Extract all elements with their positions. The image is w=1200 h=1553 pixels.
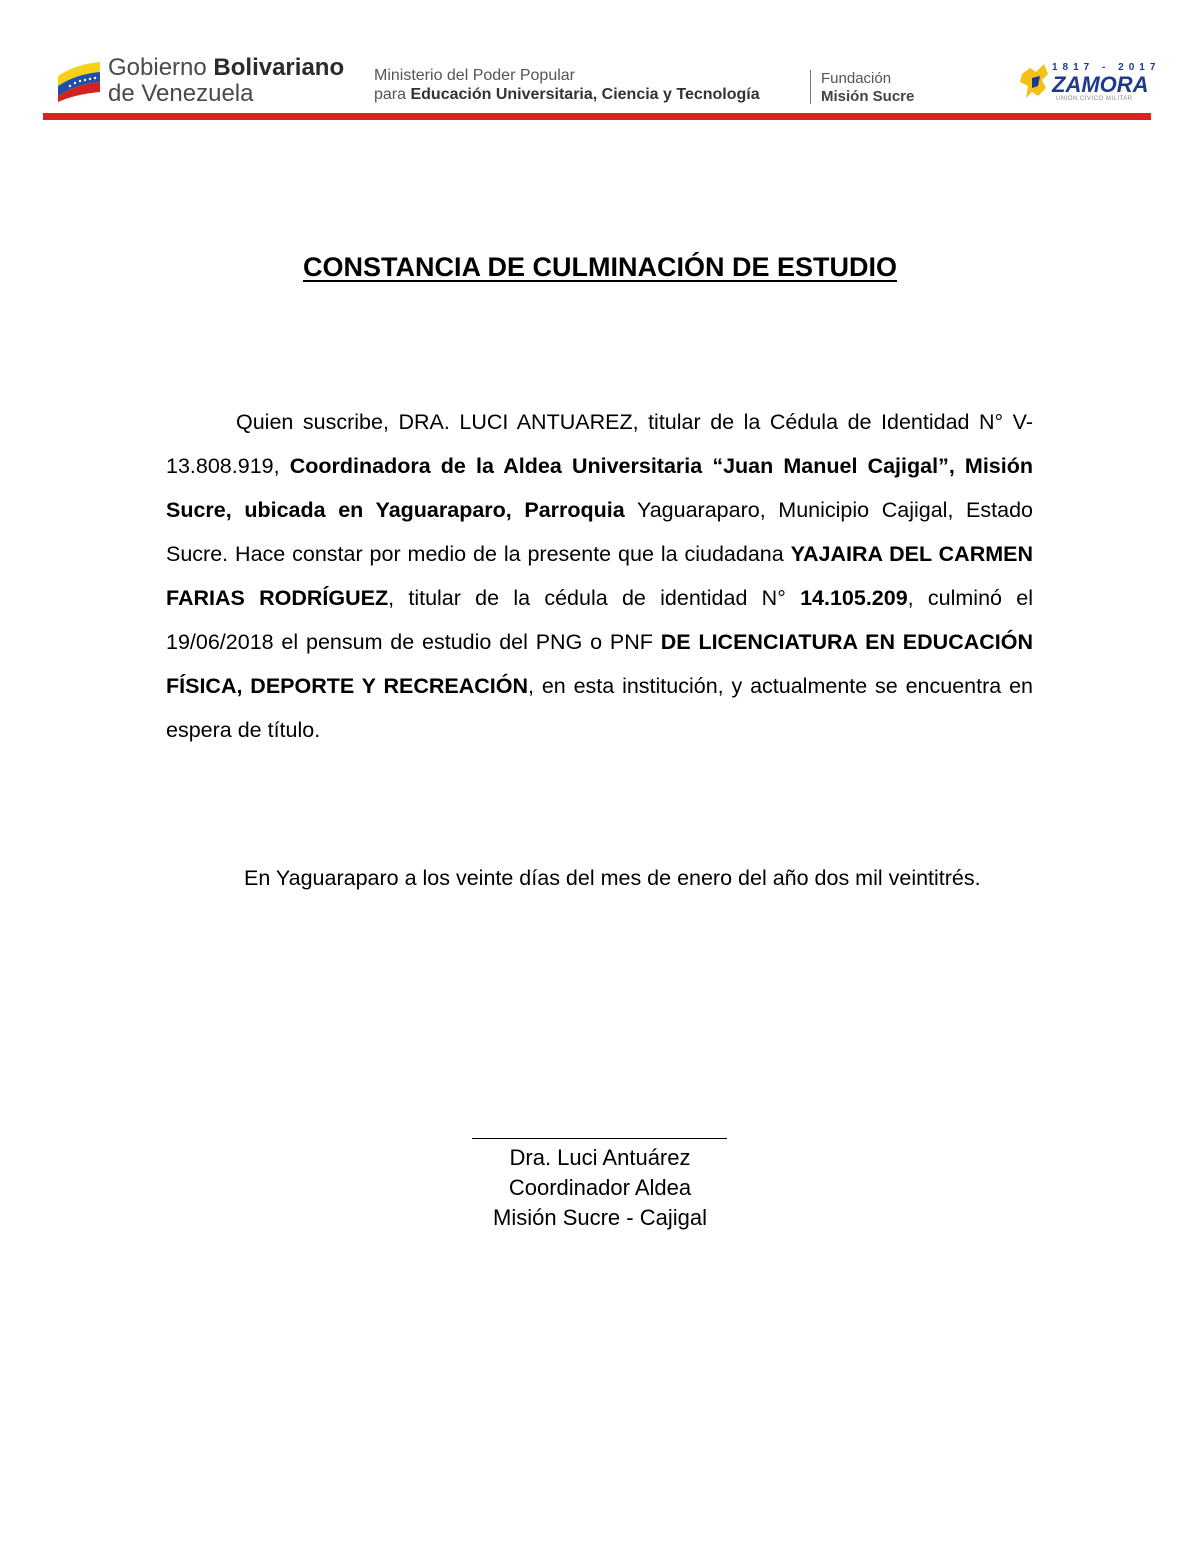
ministry-line2-prefix: para (374, 86, 411, 103)
foundation-line2: Misión Sucre (821, 88, 915, 105)
venezuela-flag-icon (56, 56, 102, 102)
government-logo-text (108, 56, 344, 106)
p1-text-3: , titular de la cédula de identidad N° (388, 586, 801, 610)
zamora-subtitle: UNIÓN CÍVICO MILITAR (1056, 96, 1133, 102)
closing-paragraph: En Yaguaraparo a los veinte días del mes de enero del año dos mil veintitrés. (244, 866, 981, 890)
zamora-name: ZAMORA (1052, 72, 1149, 97)
document-title: CONSTANCIA DE CULMINACIÓN DE ESTUDIO (303, 252, 897, 282)
certificate-body-paragraph (166, 400, 1033, 752)
ministry-line1: Ministerio del Poder Popular (374, 67, 575, 84)
foundation-text (821, 71, 914, 104)
gov-line1-prefix: Gobierno (108, 54, 214, 81)
header-red-bar (43, 113, 1151, 120)
signature-line (472, 1138, 727, 1139)
signer-organization: Misión Sucre - Cajigal (493, 1205, 707, 1230)
p1-text-4: , culminó el 19/06/2018 el pensum de estudio del PNG o PNF (166, 586, 1033, 654)
p1-bold-student-name: YAJAIRA DEL CARMEN FARIAS RODRÍGUEZ (166, 542, 1033, 610)
header-divider (810, 70, 811, 104)
zamora-years: 1817 - 2017 (1052, 62, 1161, 73)
signature-block (0, 1143, 1200, 1233)
gov-line2: de Venezuela (108, 80, 254, 107)
p1-text-5: , en esta institución, y actualmente se encuentra en espera de título. (166, 674, 1033, 742)
letterhead (0, 0, 1200, 125)
signer-name: Dra. Luci Antuárez (509, 1145, 691, 1170)
gov-line1-bold: Bolivariano (213, 54, 345, 81)
signer-role: Coordinador Aldea (508, 1175, 692, 1200)
p1-bold-coordinator: Coordinadora de la Aldea Universitaria “Juan Manuel Cajigal”, Misión Sucre, ubicada en Yaguaraparo, Parroquia (166, 454, 1033, 522)
p1-bold-degree: DE LICENCIATURA EN EDUCACIÓN FÍSICA, DEPORTE Y RECREACIÓN (166, 630, 1034, 698)
foundation-line1: Fundación (821, 70, 892, 87)
ministry-text (374, 68, 760, 103)
p1-text-1: Quien suscribe, DRA. LUCI ANTUAREZ, titular de la Cédula de Identidad N° V-13.808.919, (166, 410, 1033, 478)
p1-text-2: Yaguaraparo, Municipio Cajigal, Estado Sucre. Hace constar por medio de la presente que la ciudadana (166, 498, 1033, 566)
ministry-line2-bold: Educación Universitaria, Ciencia y Tecnología (410, 86, 760, 103)
p1-bold-id-number: 14.105.209 (800, 586, 908, 610)
